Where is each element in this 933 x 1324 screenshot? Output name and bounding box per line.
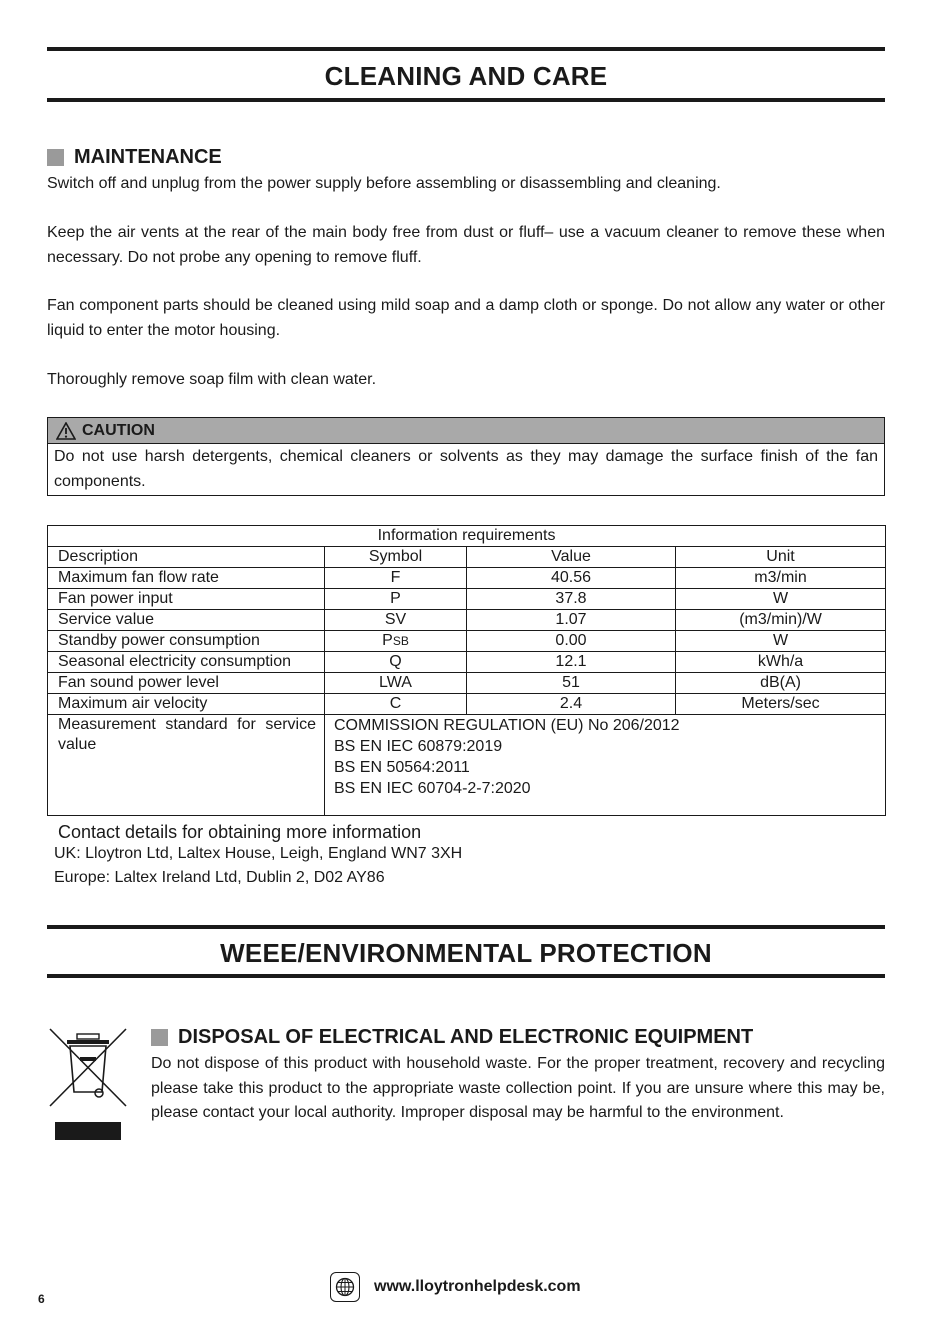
weee-title-underline: [47, 974, 885, 978]
globe-icon: [330, 1272, 360, 1302]
row-description: Maximum air velocity: [48, 694, 325, 715]
maintenance-paragraph-4: Thoroughly remove soap film with clean water.: [47, 371, 377, 388]
row-symbol: LWA: [325, 673, 467, 694]
row-unit: (m3/min)/W: [676, 610, 886, 631]
contact-uk: UK: Lloytron Ltd, Laltex House, Leigh, England WN7 3XH: [54, 845, 463, 862]
row-symbol: PSB: [325, 631, 467, 652]
standard-item: BS EN IEC 60879:2019: [334, 738, 503, 755]
table-row: [48, 589, 886, 610]
row-symbol: F: [325, 568, 467, 589]
table-row: [48, 631, 886, 652]
row-unit: W: [676, 589, 886, 610]
standard-item: BS EN 50564:2011: [334, 759, 470, 776]
maintenance-heading: [47, 146, 222, 169]
row-symbol: P: [325, 589, 467, 610]
information-requirements-table: [47, 525, 886, 816]
row-value: 1.07: [467, 610, 676, 631]
row-symbol: Q: [325, 652, 467, 673]
maintenance-paragraph-2: Keep the air vents at the rear of the main body free from dust or fluff– use a vacuum cleaner to remove these when necessary. Do not probe any opening to remove fluff.: [47, 224, 885, 266]
caution-header: [48, 418, 884, 444]
header-value: Value: [467, 547, 676, 568]
caution-text: Do not use harsh detergents, chemical cleaners or solvents as they may damage the surface finish of the fan components.: [54, 448, 878, 490]
caution-label: CAUTION: [82, 421, 155, 439]
row-unit: W: [676, 631, 886, 652]
square-bullet-icon: [47, 149, 64, 166]
row-value: 40.56: [467, 568, 676, 589]
row-value: 0.00: [467, 631, 676, 652]
disposal-heading-text: DISPOSAL OF ELECTRICAL AND ELECTRONIC EQUIPMENT: [178, 1026, 754, 1048]
title-underline: [47, 98, 885, 102]
square-bullet-icon: [151, 1029, 168, 1046]
standard-item: COMMISSION REGULATION (EU) No 206/2012: [334, 717, 680, 734]
table-row: [48, 652, 886, 673]
row-value: 37.8: [467, 589, 676, 610]
row-description: Fan sound power level: [48, 673, 325, 694]
top-rule: [47, 47, 885, 51]
weee-title: WEEE/ENVIRONMENTAL PROTECTION: [220, 938, 712, 968]
maintenance-paragraph-1: Switch off and unplug from the power supply before assembling or disassembling and cleaning.: [47, 175, 721, 192]
warning-triangle-icon: [56, 422, 76, 440]
caution-box: [47, 417, 885, 496]
row-description: Maximum fan flow rate: [48, 568, 325, 589]
table-row: [48, 694, 886, 715]
page-title: CLEANING AND CARE: [324, 61, 608, 91]
footer-url: [330, 1272, 581, 1302]
row-description: Seasonal electricity consumption: [48, 652, 325, 673]
row-symbol: SV: [325, 610, 467, 631]
table-title: Information requirements: [48, 526, 886, 547]
table-row: [48, 568, 886, 589]
header-unit: Unit: [676, 547, 886, 568]
row-unit: Meters/sec: [676, 694, 886, 715]
contact-europe: Europe: Laltex Ireland Ltd, Dublin 2, D02 AY86: [54, 869, 385, 886]
row-description: Fan power input: [48, 589, 325, 610]
table-header-row: [48, 547, 886, 568]
table-title-row: [48, 526, 886, 547]
measurement-standard-row: [48, 715, 886, 816]
measurement-label: [48, 715, 325, 816]
helpdesk-link[interactable]: www.lloytronhelpdesk.com: [374, 1278, 581, 1295]
row-description: Service value: [48, 610, 325, 631]
header-description: Description: [48, 547, 325, 568]
maintenance-heading-text: MAINTENANCE: [74, 146, 222, 168]
row-unit: kWh/a: [676, 652, 886, 673]
maintenance-paragraph-3: Fan component parts should be cleaned using mild soap and a damp cloth or sponge. Do not allow any water or other liquid to enter the motor housing.: [47, 297, 885, 339]
row-value: 2.4: [467, 694, 676, 715]
standard-item: BS EN IEC 60704-2-7:2020: [334, 780, 531, 797]
weee-top-rule: [47, 925, 885, 929]
row-symbol: C: [325, 694, 467, 715]
disposal-paragraph: Do not dispose of this product with household waste. For the proper treatment, recovery and recycling please take this product to the appropriate waste collection point. If you are unsure where this may be, please contact your local authority. Improper disposal may be harmful to the environment.: [151, 1055, 885, 1121]
contact-heading: Contact details for obtaining more information: [58, 822, 422, 842]
header-symbol: Symbol: [325, 547, 467, 568]
row-unit: m3/min: [676, 568, 886, 589]
row-unit: dB(A): [676, 673, 886, 694]
row-value: 51: [467, 673, 676, 694]
row-value: 12.1: [467, 652, 676, 673]
measurement-label-text: Measurement standard for service value: [58, 716, 316, 753]
row-description: Standby power consumption: [48, 631, 325, 652]
disposal-heading: [151, 1026, 753, 1049]
crossed-out-wheelie-bin-icon: [47, 1026, 129, 1141]
table-row: [48, 673, 886, 694]
measurement-standards: [325, 715, 886, 816]
table-row: [48, 610, 886, 631]
page-number: 6: [38, 1292, 45, 1306]
